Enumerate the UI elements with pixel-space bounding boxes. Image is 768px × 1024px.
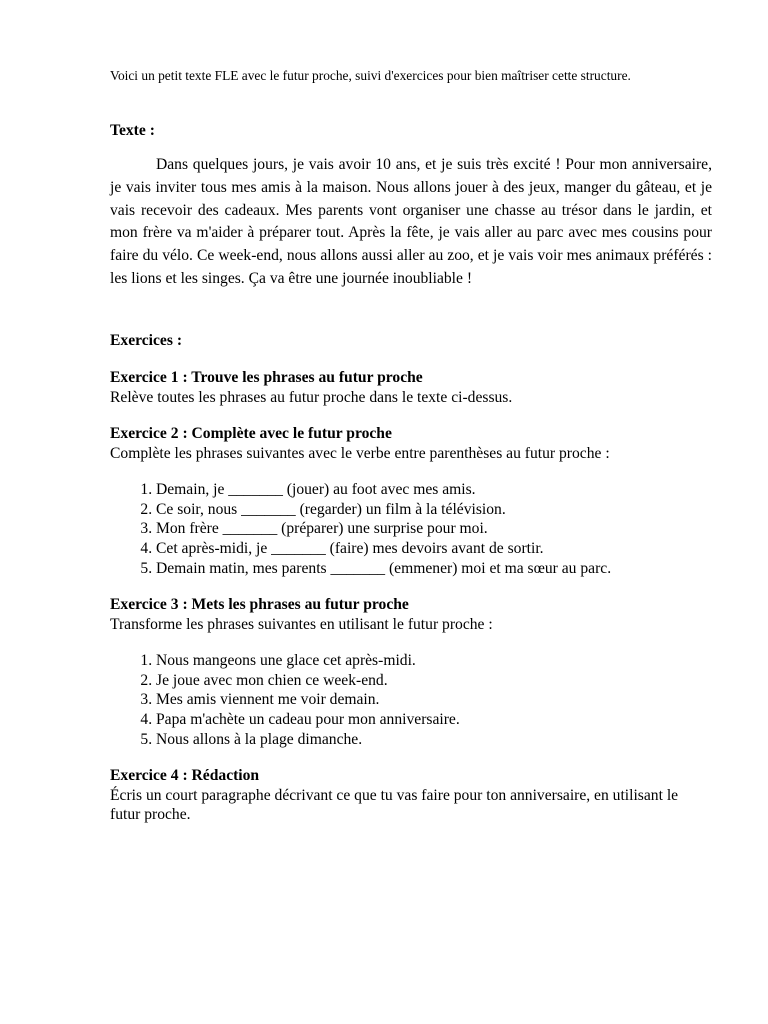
list-item: 3. Mon frère _______ (préparer) une surprise pour moi. bbox=[156, 519, 716, 539]
list-item: 2. Ce soir, nous _______ (regarder) un film à la télévision. bbox=[156, 500, 716, 520]
exercice-1 bbox=[110, 368, 712, 407]
intro-text: Voici un petit texte FLE avec le futur proche, suivi d'exercices pour bien maîtriser cette structure. bbox=[110, 68, 631, 83]
texte-heading: Texte : bbox=[110, 122, 155, 139]
list-item: 1. Nous mangeons une glace cet après-midi. bbox=[156, 651, 716, 671]
list-item: 5. Nous allons à la plage dimanche. bbox=[156, 730, 716, 750]
exercice-4 bbox=[110, 766, 695, 825]
exercice-2-instructions: Complète les phrases suivantes avec le verbe entre parenthèses au futur proche : bbox=[110, 444, 610, 462]
exercice-3-list bbox=[110, 651, 716, 750]
exercice-1-title: Exercice 1 : Trouve les phrases au futur proche bbox=[110, 369, 423, 386]
exercice-2 bbox=[110, 424, 712, 463]
exercices-heading: Exercices : bbox=[110, 332, 183, 349]
list-item: 4. Cet après-midi, je _______ (faire) mes devoirs avant de sortir. bbox=[156, 539, 716, 559]
list-item: 4. Papa m'achète un cadeau pour mon anniversaire. bbox=[156, 710, 716, 730]
list-item: 1. Demain, je _______ (jouer) au foot avec mes amis. bbox=[156, 480, 716, 500]
exercice-2-title: Exercice 2 : Complète avec le futur proche bbox=[110, 425, 392, 442]
list-item: 3. Mes amis viennent me voir demain. bbox=[156, 690, 716, 710]
exercice-4-instructions: Écris un court paragraphe décrivant ce que tu vas faire pour ton anniversaire, en utilisant le futur proche. bbox=[110, 786, 679, 823]
list-item: 2. Je joue avec mon chien ce week-end. bbox=[156, 671, 716, 691]
exercice-3 bbox=[110, 595, 712, 634]
exercice-4-title: Exercice 4 : Rédaction bbox=[110, 767, 260, 784]
exercice-3-instructions: Transforme les phrases suivantes en utilisant le futur proche : bbox=[110, 615, 493, 633]
exercice-3-title: Exercice 3 : Mets les phrases au futur proche bbox=[110, 596, 409, 613]
exercice-1-instructions: Relève toutes les phrases au futur proche dans le texte ci-dessus. bbox=[110, 388, 513, 406]
texte-paragraph: Dans quelques jours, je vais avoir 10 ans, et je suis très excité ! Pour mon anniversaire, je vais inviter tous mes amis à la maison. Nous allons jouer à des jeux, manger du gâteau, et je vais recevoir des cadeaux. Mes parents vont organiser une chasse au trésor dans le jardin, et mon frère va m'aider à préparer tout. Après la fête, je vais aller au parc avec mes cousins pour faire du vélo. Ce week-end, nous allons aussi aller au zoo, et je vais voir mes animaux préférés : les lions et les singes. Ça va être une journée inoubliable ! bbox=[110, 156, 712, 287]
list-item: 5. Demain matin, mes parents _______ (emmener) moi et ma sœur au parc. bbox=[156, 559, 716, 579]
exercice-2-list bbox=[110, 480, 716, 579]
